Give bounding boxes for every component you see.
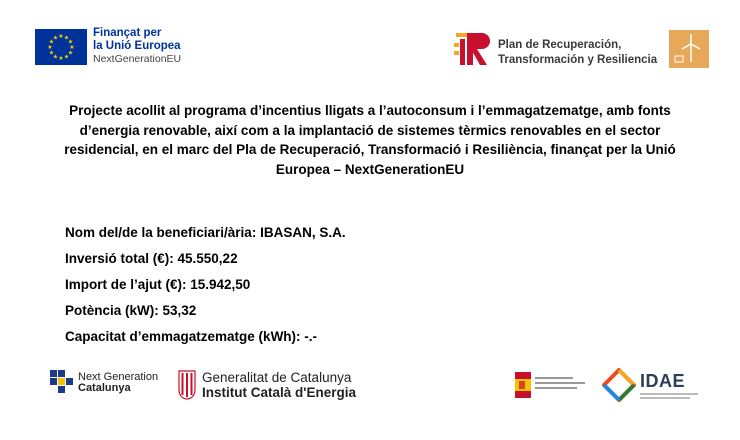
gencat-logo-line2: Institut Català d'Energia [202,385,356,400]
total-investment-field: Inversió total (€): 45.550,22 [65,251,238,266]
generalitat-icaen-logo [178,370,378,402]
ngc-logo-line1: Next Generation [78,371,159,383]
prtr-logo-line1: Plan de Recuperación, [498,39,622,51]
eu-logo-line3: NextGenerationEU [93,53,182,65]
idae-logo-name: IDAE [640,371,686,391]
svg-text:★: ★ [63,34,70,42]
prtr-logo-line2: Transformación y Resiliencia [498,54,658,66]
svg-text:★: ★ [69,44,75,51]
eu-logo-line2: la Unió Europea [93,40,181,52]
svg-text:★: ★ [67,49,74,57]
eu-funding-logo [35,27,235,73]
svg-text:★: ★ [52,53,59,61]
eu-logo-line1: Finançat per [93,27,162,39]
power-field: Potència (kW): 53,32 [65,303,197,318]
beneficiary-field: Nom del/de la beneficiari/ària: IBASAN, S.A. [65,225,346,240]
senyera-shield-icon [178,370,196,400]
project-description: Projecte acollit al programa d’incentius lligats a l’autoconsum i l’emmagatzematge, amb fonts d’energia renovable, així com a la implantació de sistemes tèrmics renovables en el sector residencial, en el marc del Pla de Recuperació, Transformació i Resiliència, finançat per la Unió Europea – NextGenerationEU [64,103,676,177]
eu-flag-icon [35,29,87,65]
storage-capacity-field: Capacitat d’emmagatzematge (kWh): -.- [65,329,318,344]
prtr-tr-icon [452,29,494,69]
wind-turbine-logo-icon [669,30,709,68]
idae-logo [602,368,702,402]
idae-tagline-bar [640,393,698,395]
ngc-logo-line2: Catalunya [78,382,131,394]
svg-text:★: ★ [67,38,74,46]
next-generation-catalunya-logo [50,368,180,398]
svg-text:★: ★ [47,44,53,51]
svg-text:★: ★ [52,34,59,42]
idae-tagline-bar [640,397,690,399]
aid-amount-field: Import de l’ajut (€): 15.942,50 [65,277,251,292]
gencat-logo-line1: Generalitat de Catalunya [202,370,352,385]
idae-emblem-icon [602,368,636,402]
svg-text:★: ★ [58,33,64,40]
spanish-ministry-logo [515,372,595,398]
ngc-squares-icon [50,370,74,394]
prtr-logo [452,29,662,69]
svg-text:★: ★ [58,55,64,62]
svg-text:★: ★ [48,38,55,46]
svg-text:★: ★ [48,49,55,57]
svg-text:★: ★ [63,53,70,61]
